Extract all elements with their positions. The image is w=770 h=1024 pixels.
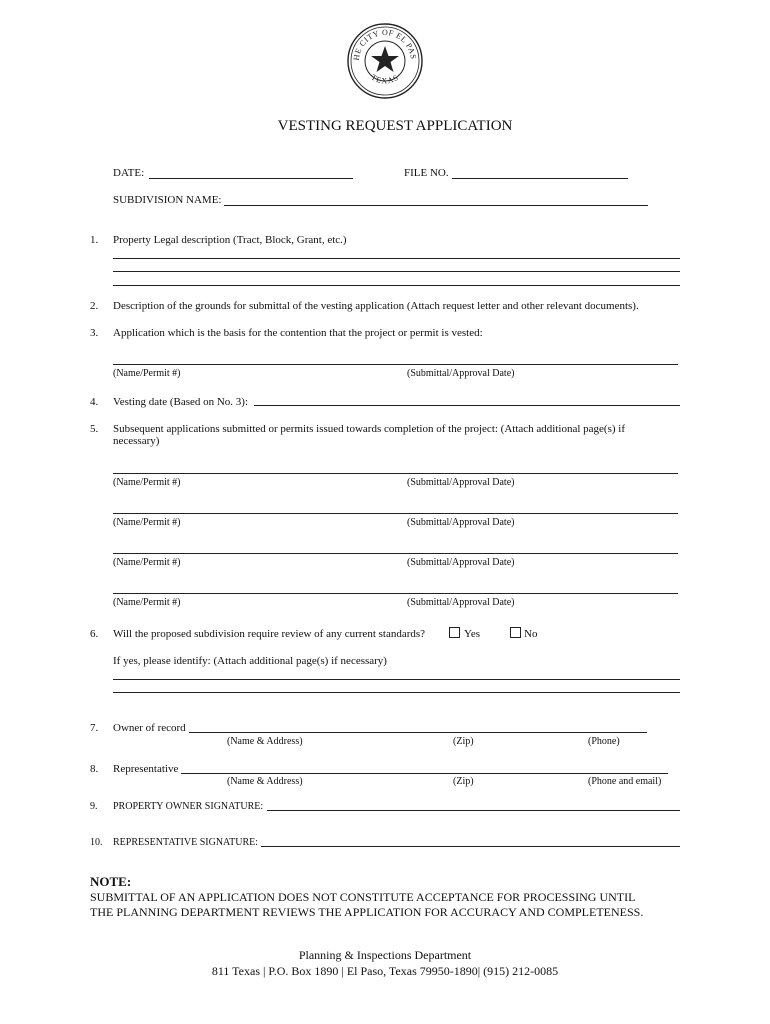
representative-signature-field[interactable] (261, 846, 680, 847)
file-no-label: FILE NO. (404, 167, 449, 179)
item-2-label: Description of the grounds for submittal of the vesting application (Attach request letter and other relevant documents). (113, 300, 639, 312)
legal-description-line-1[interactable] (113, 258, 680, 259)
item-1-number: 1. (90, 234, 99, 246)
note-line-2: THE PLANNING DEPARTMENT REVIEWS THE APPLICATION FOR ACCURACY AND COMPLETENESS. (90, 905, 644, 919)
basis-application-line[interactable] (113, 364, 678, 365)
date-label: DATE: (113, 167, 145, 179)
subsequent-application-line-2[interactable] (113, 513, 678, 514)
note-line-1: SUBMITTAL OF AN APPLICATION DOES NOT CONSTITUTE ACCEPTANCE FOR PROCESSING UNTIL (90, 890, 636, 904)
item-5-label-line-2: necessary) (113, 435, 160, 447)
item-1-label: Property Legal description (Tract, Block, Grant, etc.) (113, 234, 347, 246)
item-6-label: Will the proposed subdivision require review of any current standards? (113, 628, 426, 640)
footer-address: 811 Texas | P.O. Box 1890 | El Paso, Texas 79950-1890| (915) 212-0085 (211, 964, 559, 978)
caption-phone-email: (Phone and email) (588, 776, 662, 787)
item-5-number: 5. (90, 423, 99, 435)
caption-name-address: (Name & Address) (227, 776, 303, 787)
city-seal (346, 22, 424, 100)
item-9-number: 9. (90, 801, 98, 812)
item-5-label-line-1: Subsequent applications submitted or permits issued towards completion of the project: (Attach additional page(s) if (113, 423, 625, 435)
subdivision-field[interactable] (224, 205, 648, 206)
file-no-field[interactable] (452, 178, 628, 179)
item-3-label: Application which is the basis for the contention that the project or permit is vested: (113, 327, 483, 339)
caption-submittal-date: (Submittal/Approval Date) (407, 477, 515, 488)
footer-department: Planning & Inspections Department (298, 948, 472, 962)
caption-name-permit: (Name/Permit #) (113, 557, 181, 568)
item-3-number: 3. (90, 327, 99, 339)
item-2-number: 2. (90, 300, 99, 312)
owner-signature-field[interactable] (267, 810, 680, 811)
item-7-number: 7. (90, 722, 99, 734)
caption-submittal-date: (Submittal/Approval Date) (407, 517, 515, 528)
owner-signature-label: PROPERTY OWNER SIGNATURE: (113, 801, 264, 812)
svg-text:TEXAS (370, 73, 401, 86)
page-title: VESTING REQUEST APPLICATION (277, 118, 513, 134)
legal-description-line-2[interactable] (113, 271, 680, 272)
subsequent-application-line-3[interactable] (113, 553, 678, 554)
item-4-number: 4. (90, 396, 99, 408)
seal-bottom-text: TEXAS (369, 72, 401, 86)
item-4-label: Vesting date (Based on No. 3): (113, 396, 249, 408)
caption-submittal-date: (Submittal/Approval Date) (407, 368, 515, 379)
item-7-label: Owner of record (113, 722, 186, 734)
caption-submittal-date: (Submittal/Approval Date) (407, 597, 515, 608)
note-heading: NOTE: (90, 874, 132, 889)
caption-name-permit: (Name/Permit #) (113, 477, 181, 488)
yes-label: Yes (464, 628, 481, 640)
item-8-label: Representative (113, 763, 179, 775)
owner-of-record-field[interactable] (189, 732, 647, 733)
caption-name-address: (Name & Address) (227, 736, 303, 747)
caption-name-permit: (Name/Permit #) (113, 597, 181, 608)
seal-top-text: HE CITY OF EL PAS (351, 27, 419, 61)
no-label: No (524, 628, 538, 640)
legal-description-line-3[interactable] (113, 285, 680, 286)
subdivision-label: SUBDIVISION NAME: (113, 194, 222, 206)
subsequent-application-line-4[interactable] (113, 593, 678, 594)
caption-phone: (Phone) (588, 736, 620, 747)
representative-field[interactable] (181, 773, 668, 774)
standards-line-1[interactable] (113, 679, 680, 680)
yes-checkbox[interactable] (449, 627, 460, 638)
date-field[interactable] (149, 178, 353, 179)
caption-zip: (Zip) (453, 736, 474, 747)
item-6-number: 6. (90, 628, 99, 640)
subsequent-application-line-1[interactable] (113, 473, 678, 474)
item-8-number: 8. (90, 763, 99, 775)
representative-signature-label: REPRESENTATIVE SIGNATURE: (113, 837, 259, 848)
item-6-followup: If yes, please identify: (Attach additional page(s) if necessary) (113, 655, 387, 667)
seal-emblem (346, 22, 424, 100)
caption-name-permit: (Name/Permit #) (113, 368, 181, 379)
no-checkbox[interactable] (510, 627, 521, 638)
caption-zip: (Zip) (453, 776, 474, 787)
standards-line-2[interactable] (113, 692, 680, 693)
caption-submittal-date: (Submittal/Approval Date) (407, 557, 515, 568)
vesting-date-field[interactable] (254, 405, 680, 406)
item-10-number: 10. (90, 837, 103, 848)
caption-name-permit: (Name/Permit #) (113, 517, 181, 528)
